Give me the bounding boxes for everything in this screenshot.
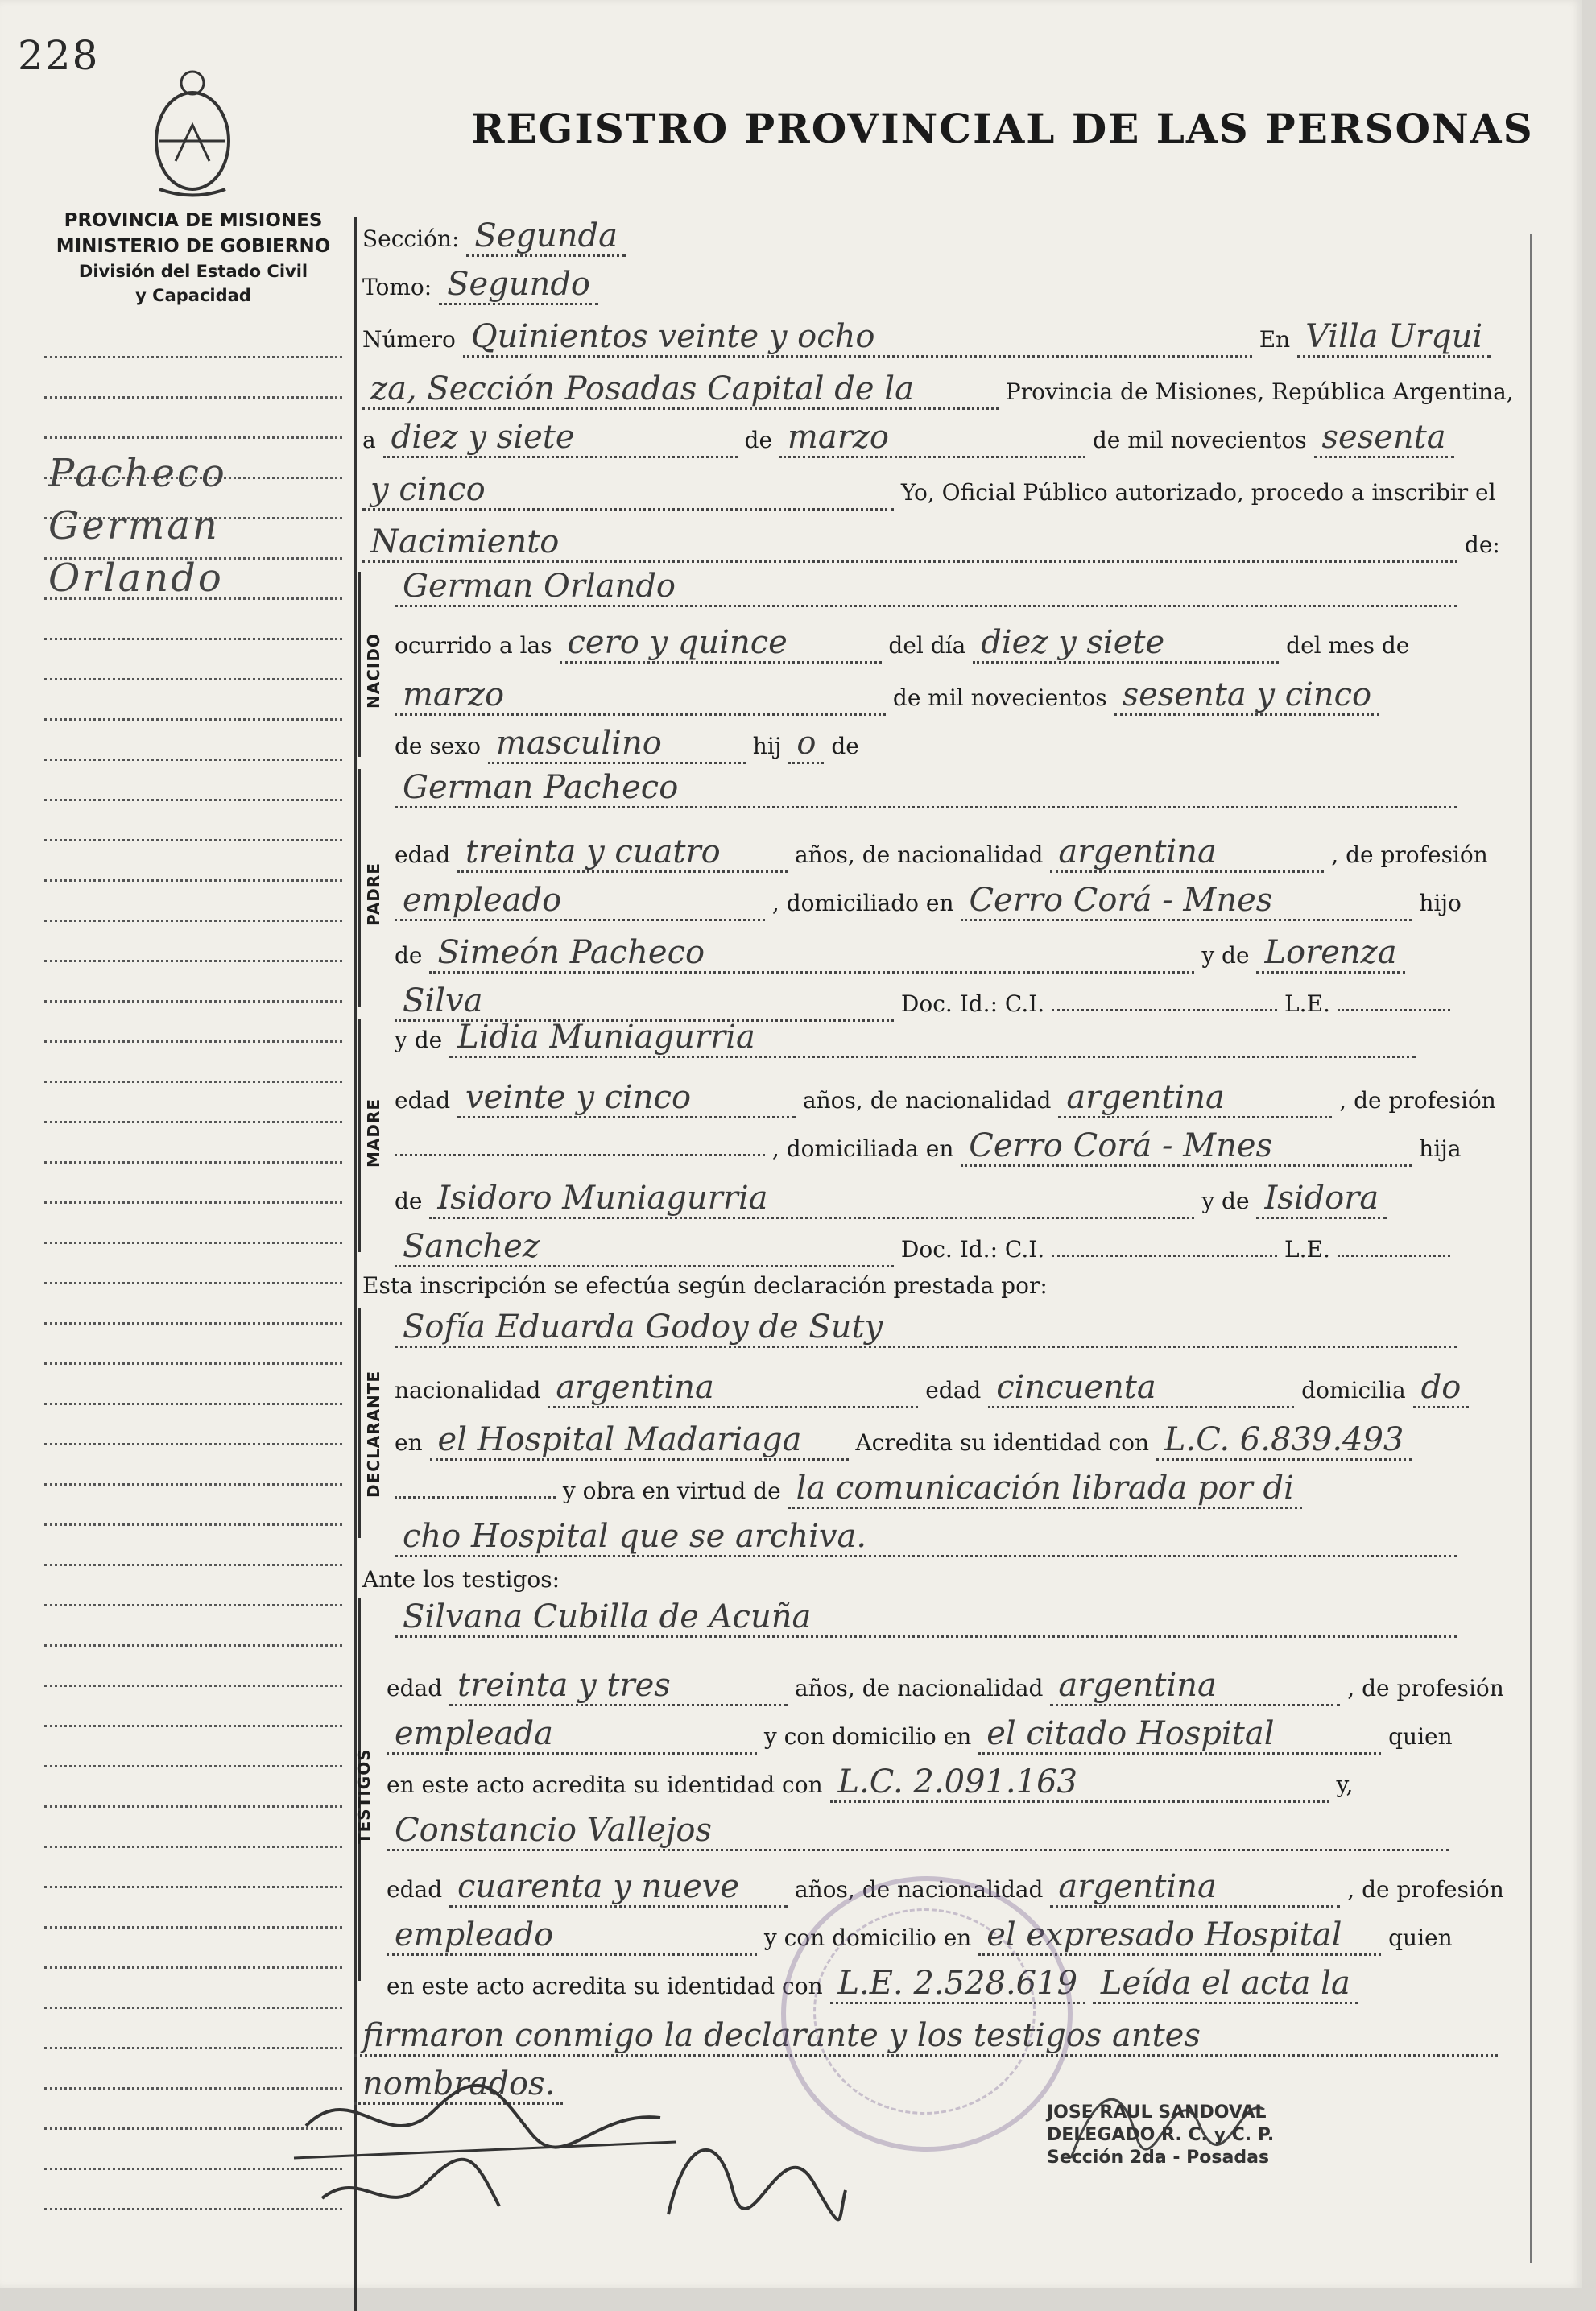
- mes-value: marzo: [779, 419, 1085, 458]
- testigo2-edad: cuarenta y nueve: [449, 1868, 788, 1908]
- declarante-nac-row: nacionalidad argentina edad cincuenta domicilia do: [395, 1369, 1518, 1408]
- padre-profesion: empleado: [395, 882, 765, 921]
- declarante-documento: L.C. 6.839.493: [1156, 1421, 1412, 1461]
- testigo2-documento: L.E. 2.528.619: [830, 1965, 1085, 2004]
- testigo2-nacionalidad: argentina: [1050, 1868, 1340, 1908]
- declarante-nombre: Sofía Eduarda Godoy de Suty: [395, 1308, 1457, 1348]
- padre-nacionalidad: argentina: [1050, 833, 1324, 873]
- nacido-mes: marzo: [395, 676, 886, 716]
- acto-value: Nacimiento: [362, 523, 1457, 563]
- declarante-intro: Esta inscripción se efectúa según declaración prestada por:: [362, 1272, 1048, 1299]
- padre-nombre-row: [395, 769, 1518, 808]
- testigo1-edad-row: edad treinta y tres años, de nacionalidad argentina , de profesión: [387, 1667, 1518, 1706]
- testigos-intro: Ante los testigos:: [362, 1566, 560, 1593]
- closing-text: Leída el acta la: [1093, 1965, 1358, 2004]
- madre-nacionalidad: argentina: [1058, 1079, 1332, 1118]
- declarante-obra-row: y obra en virtud de la comunicación librada por di: [395, 1470, 1518, 1509]
- oficial-row: y cinco Yo, Oficial Público autorizado, procedo a inscribir el: [362, 471, 1518, 511]
- declarante-edad: cincuenta: [988, 1369, 1294, 1408]
- testigo1-domicilio: el citado Hospital: [978, 1715, 1381, 1755]
- lugar-row: za, Sección Posadas Capital de la Provincia de Misiones, República Argentina,: [362, 370, 1518, 410]
- padre-domicilio: Cerro Corá - Mnes: [961, 882, 1412, 921]
- seccion-value: Segunda: [466, 217, 626, 257]
- authority-capacity: y Capacidad: [135, 286, 251, 305]
- nacido-dia: diez y siete: [973, 624, 1279, 664]
- numero-value: Quinientos veinte y ocho: [463, 318, 1252, 358]
- madre-padres-row: de Isidoro Muniagurria y de Isidora: [395, 1180, 1518, 1219]
- testigo1-documento: L.C. 2.091.163: [830, 1763, 1329, 1803]
- padre-madre-de: Lorenza: [1256, 934, 1404, 974]
- anio-value: sesenta: [1314, 419, 1454, 458]
- margin-note-second-name: Orlando: [48, 556, 224, 601]
- testigo1-dom-row: empleada y con domicilio en el citado Hospital quien: [387, 1715, 1518, 1755]
- official-name: JOSE RAUL SANDOVAL: [1047, 2102, 1267, 2123]
- testigo2-dom-row: empleado y con domicilio en el expresado Hospital quien: [387, 1916, 1518, 1956]
- madre-madre-de: Isidora: [1256, 1180, 1387, 1219]
- testigo1-nombre: Silvana Cubilla de Acuña: [395, 1598, 1457, 1638]
- page-number: 228: [18, 32, 100, 79]
- testigo1-acredita-row: en este acto acredita su identidad con L.C. 2.091.163 y,: [387, 1763, 1518, 1803]
- testigo2-nombre-row: [387, 1812, 1518, 1851]
- declarante-acredita-row: en el Hospital Madariaga Acredita su identidad con L.C. 6.839.493: [395, 1421, 1518, 1461]
- margin-divider: [354, 217, 357, 2311]
- padre-doc-row: Silva Doc. Id.: C.I. L.E.: [395, 982, 1518, 1022]
- padre-madre-de-cont: Silva: [395, 982, 894, 1022]
- seccion-row: Sección: Segunda: [362, 217, 1518, 257]
- official-section: Sección 2da - Posadas: [1047, 2148, 1270, 2168]
- declarante-virtud-cont: cho Hospital que se archiva.: [395, 1518, 1457, 1557]
- testigo1-profesion: empleada: [387, 1715, 757, 1755]
- signature-witness-icon: [652, 2094, 854, 2255]
- fecha-row: a diez y siete de marzo de mil novecientos sesenta: [362, 419, 1518, 458]
- nacido-anio-row: marzo de mil novecientos sesenta y cinco: [395, 676, 1518, 716]
- nacido-nombre: German Orlando: [395, 568, 1457, 607]
- anio-cont-value: y cinco: [362, 471, 894, 511]
- madre-domicilio: Cerro Corá - Mnes: [961, 1127, 1412, 1167]
- madre-edad-row: edad veinte y cinco años, de nacionalidad argentina , de profesión: [395, 1079, 1518, 1118]
- acto-row: Nacimiento de:: [362, 523, 1518, 563]
- padre-nombre: German Pacheco: [395, 769, 1457, 808]
- testigo2-nombre: Constancio Vallejos: [387, 1812, 1449, 1851]
- declarante-virtud: la comunicación librada por di: [788, 1470, 1302, 1509]
- nacido-hora-row: ocurrido a las cero y quince del día diez y siete del mes de: [395, 624, 1518, 664]
- testigo2-domicilio: el expresado Hospital: [978, 1916, 1381, 1956]
- official-title: DELEGADO R. C. y C. P.: [1047, 2125, 1275, 2145]
- lugar-cont-value: za, Sección Posadas Capital de la: [362, 370, 999, 410]
- padre-profesion-row: empleado , domiciliado en Cerro Corá - Mnes hijo: [395, 882, 1518, 921]
- madre-profesion: [395, 1154, 765, 1156]
- madre-padre-de: Isidoro Muniagurria: [429, 1180, 1194, 1219]
- official-stamp-text: [1047, 2102, 1274, 2169]
- nacido-anio: sesenta y cinco: [1114, 676, 1380, 716]
- testigo1-edad: treinta y tres: [449, 1667, 788, 1706]
- issuing-authority: [44, 208, 342, 308]
- padre-padres-row: de Simeón Pacheco y de Lorenza: [395, 934, 1518, 974]
- nacido-hora: cero y quince: [560, 624, 882, 664]
- padre-padre-de: Simeón Pacheco: [429, 934, 1194, 974]
- nacido-hij-suffix: o: [788, 725, 824, 764]
- lugar-value: Villa Urqui: [1297, 318, 1491, 358]
- madre-nombre: Lidia Muniagurria: [449, 1019, 1416, 1058]
- madre-nombre-row: y de Lidia Muniagurria: [395, 1019, 1518, 1058]
- authority-ministry: MINISTERIO DE GOBIERNO: [56, 236, 331, 257]
- declarante-virtud-cont-row: [395, 1518, 1518, 1557]
- margin-note-surname: Pacheco: [48, 451, 227, 496]
- testigo2-edad-row: edad cuarenta y nueve años, de nacionalidad argentina , de profesión: [387, 1868, 1518, 1908]
- madre-doc-row: Sanchez Doc. Id.: C.I. L.E.: [395, 1228, 1518, 1267]
- padre-edad-row: edad treinta y cuatro años, de nacionalidad argentina , de profesión: [395, 833, 1518, 873]
- declarante-nombre-row: [395, 1308, 1518, 1348]
- testigos-label: TESTIGOS: [354, 1748, 374, 1844]
- madre-edad: veinte y cinco: [457, 1079, 796, 1118]
- margin-ruled-lines: [44, 354, 342, 2247]
- nacido-sexo-row: de sexo masculino hij o de: [395, 725, 1518, 764]
- madre-madre-de-cont: Sanchez: [395, 1228, 894, 1267]
- testigo2-acredita-row: en este acto acredita su identidad con L.E. 2.528.619 Leída el acta la: [387, 1965, 1518, 2004]
- declarante-dom-start: do: [1413, 1369, 1470, 1408]
- tomo-row: Tomo: Segundo: [362, 266, 1518, 305]
- padre-label: PADRE: [364, 862, 383, 926]
- authority-division: División del Estado Civil: [78, 262, 308, 281]
- nacido-sexo: masculino: [488, 725, 746, 764]
- madre-label: MADRE: [364, 1098, 383, 1168]
- testigo1-nacionalidad: argentina: [1050, 1667, 1340, 1706]
- signature-declarante-icon: [290, 2061, 693, 2239]
- madre-domicilio-row: , domiciliada en Cerro Corá - Mnes hija: [395, 1127, 1518, 1167]
- padre-edad: treinta y cuatro: [457, 833, 788, 873]
- testigo2-profesion: empleado: [387, 1916, 757, 1956]
- margin-note-first-name: German: [48, 503, 220, 548]
- coat-of-arms-icon: [143, 60, 242, 201]
- testigo1-nombre-row: [395, 1598, 1518, 1638]
- declarante-domicilio: el Hospital Madariaga: [430, 1421, 849, 1461]
- document-title: REGISTRO PROVINCIAL DE LAS PERSONAS: [471, 105, 1534, 152]
- authority-province: PROVINCIA DE MISIONES: [64, 210, 323, 231]
- nacido-nombre-row: [395, 568, 1518, 607]
- closing-text-3: nombrados.: [354, 2065, 563, 2105]
- closing-text-2: firmaron conmigo la declarante y los testigos antes: [354, 2017, 1498, 2057]
- dia-value: diez y siete: [383, 419, 738, 458]
- numero-row: Número Quinientos veinte y ocho En Villa Urqui: [362, 318, 1518, 358]
- declarante-nacionalidad: argentina: [548, 1369, 918, 1408]
- official-seal-inner-icon: [813, 1908, 1036, 2115]
- nacido-label: NACIDO: [364, 633, 383, 709]
- tomo-value: Segundo: [439, 266, 598, 305]
- right-border: [1530, 234, 1532, 2263]
- declarante-label: DECLARANTE: [364, 1370, 383, 1498]
